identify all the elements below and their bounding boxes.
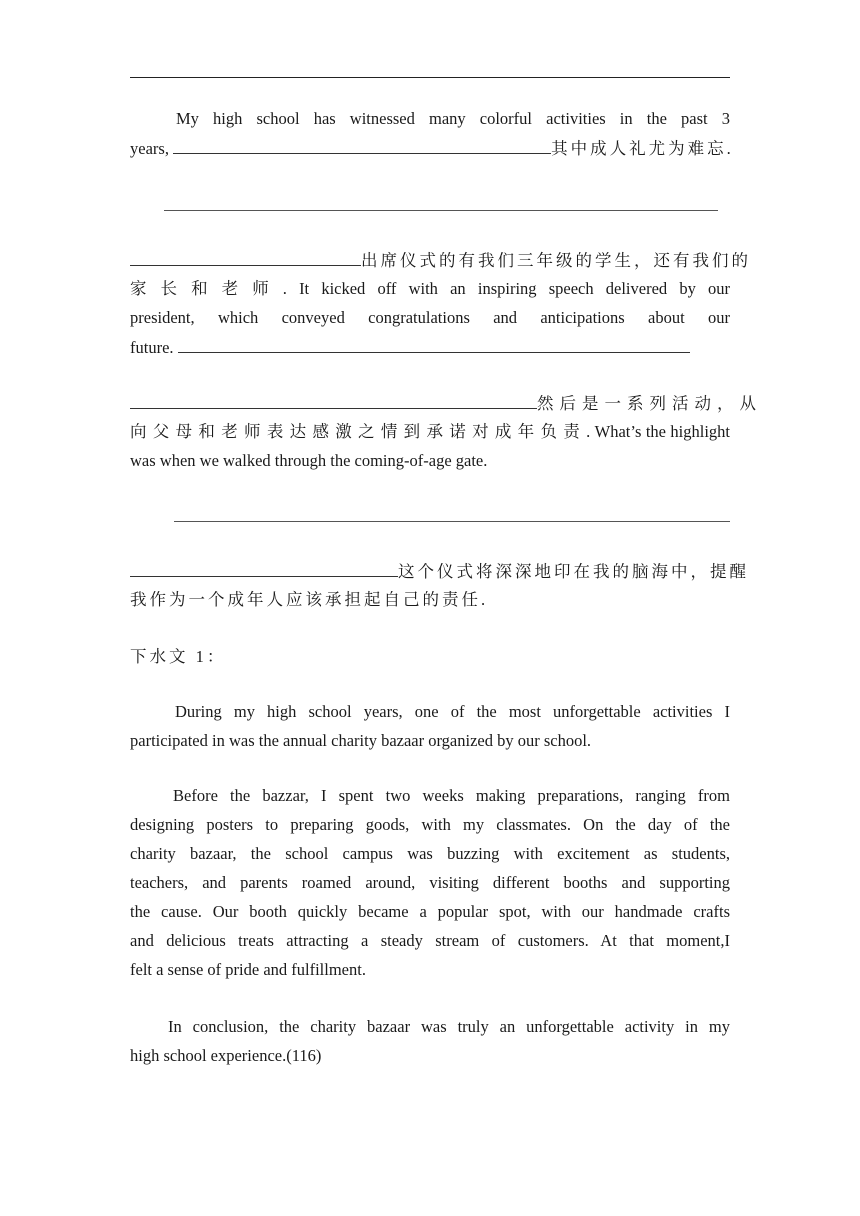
essay-p2-line-5: the cause. Our booth quickly became a popular spot, with our handmade crafts — [130, 902, 730, 921]
para3-line-2-chinese: 向父母和老师表达感激之情到承诺对成年负责 — [130, 422, 587, 441]
para3-line-2 — [130, 422, 730, 442]
fill-in-blank-4[interactable] — [130, 393, 537, 409]
para2-line-4 — [130, 337, 730, 358]
essay-p2-line-1: Before the bazzar, I spent two weeks making preparations, ranging from — [173, 786, 730, 805]
intro-line-2-chinese: 其中成人礼尤为难忘. — [551, 139, 734, 158]
intro-line-2 — [130, 138, 734, 159]
para4-line-1-chinese: 这个仪式将深深地印在我的脑海中，提醒 — [398, 562, 749, 581]
document-page — [130, 0, 762, 1216]
essay-p2-line-6: and delicious treats attracting a steady stream of customers. At that moment,I — [130, 931, 730, 950]
essay-p3-line-1: In conclusion, the charity bazaar was truly an unforgettable activity in my — [168, 1017, 730, 1036]
para3-line-1-chinese: 然后是一系列活动，从 — [537, 394, 762, 413]
essay-p1-line-1: During my high school years, one of the most unforgettable activities I — [175, 702, 730, 721]
para2-line-4-start: future. — [130, 338, 174, 357]
para3-line-1 — [130, 393, 762, 414]
para2-line-2-chinese: 家长和老师 — [130, 279, 283, 298]
essay-p3-line-2: high school experience.(116) — [130, 1046, 322, 1065]
para4-line-1 — [130, 561, 749, 582]
essay-p2-line-4: teachers, and parents roamed around, visiting different booths and supporting — [130, 873, 730, 892]
para3-line-2-english: . What’s the highlight — [586, 422, 731, 441]
para2-line-1 — [130, 250, 751, 271]
para2-line-2-english: . It kicked off with an inspiring speech delivered by our — [282, 279, 730, 298]
model-essay-heading: 下水文 1： — [130, 647, 227, 666]
essay-p2-line-3: charity bazaar, the school campus was buzzing with excitement as students, — [130, 844, 730, 863]
para3-line-3: was when we walked through the coming-of-age gate. — [130, 451, 488, 470]
fill-in-blank-5[interactable] — [130, 561, 398, 577]
intro-line-2-start: years, — [130, 139, 169, 158]
fill-in-blank-3[interactable] — [178, 337, 690, 353]
blank-line-1[interactable] — [164, 210, 718, 211]
intro-line-1: My high school has witnessed many colorful activities in the past 3 — [176, 109, 730, 128]
para2-line-3: president, which conveyed congratulations and anticipations about our — [130, 308, 730, 327]
para4-line-2: 我作为一个成年人应该承担起自己的责任. — [130, 590, 489, 609]
fill-in-blank-1[interactable] — [173, 138, 551, 154]
para2-line-1-chinese: 出席仪式的有我们三年级的学生，还有我们的 — [361, 251, 751, 270]
essay-p1-line-2: participated in was the annual charity bazaar organized by our school. — [130, 731, 592, 750]
essay-p2-line-2: designing posters to preparing goods, with my classmates. On the day of the — [130, 815, 730, 834]
blank-line-2[interactable] — [174, 521, 730, 522]
fill-in-blank-2[interactable] — [130, 250, 361, 266]
essay-p2-line-7: felt a sense of pride and fulfillment. — [130, 960, 366, 979]
para2-line-2 — [130, 279, 730, 299]
header-rule — [130, 77, 730, 78]
